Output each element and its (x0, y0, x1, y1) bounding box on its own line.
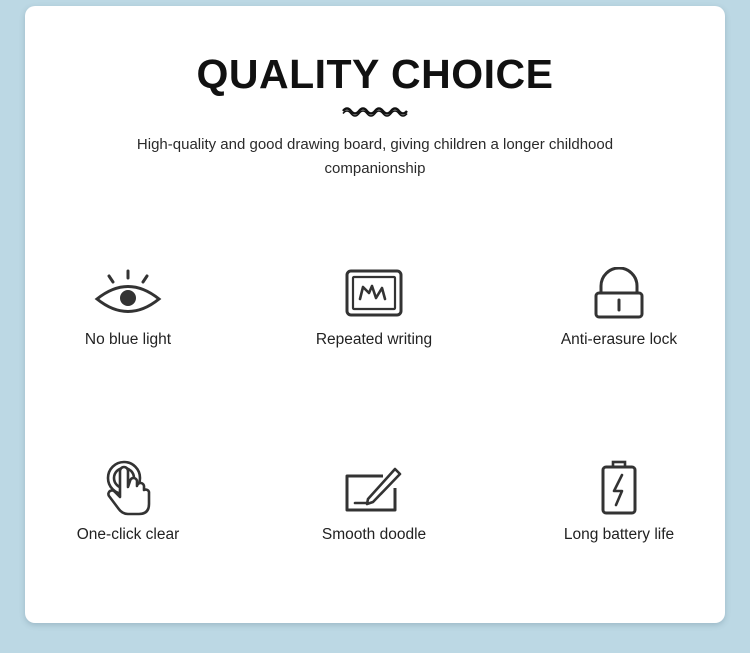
feature-label: Anti-erasure lock (560, 331, 678, 348)
drawing-board-icon (344, 268, 404, 318)
feature-anti-erasure-lock (519, 262, 719, 350)
battery-icon (600, 460, 638, 516)
feature-smooth-doodle (274, 457, 474, 545)
feature-one-click-clear (28, 457, 228, 545)
quality-card (25, 6, 725, 623)
feature-long-battery-life (519, 457, 719, 545)
feature-label: Repeated writing (315, 331, 433, 348)
pen-on-board-icon (343, 462, 405, 514)
feature-label: Smooth doodle (321, 526, 427, 543)
page-title: QUALITY CHOICE (196, 51, 554, 97)
feature-no-blue-light (28, 262, 228, 350)
feature-label: No blue light (84, 331, 172, 348)
tap-finger-icon (104, 459, 152, 517)
lock-icon (593, 267, 645, 319)
eye-icon (93, 268, 163, 318)
feature-label: Long battery life (563, 526, 675, 543)
page-subtitle: High-quality and good drawing board, giving children a longer childhood companionship (136, 136, 614, 177)
wave-divider-icon (341, 105, 409, 117)
feature-label: One-click clear (76, 526, 180, 543)
feature-repeated-writing (274, 262, 474, 350)
